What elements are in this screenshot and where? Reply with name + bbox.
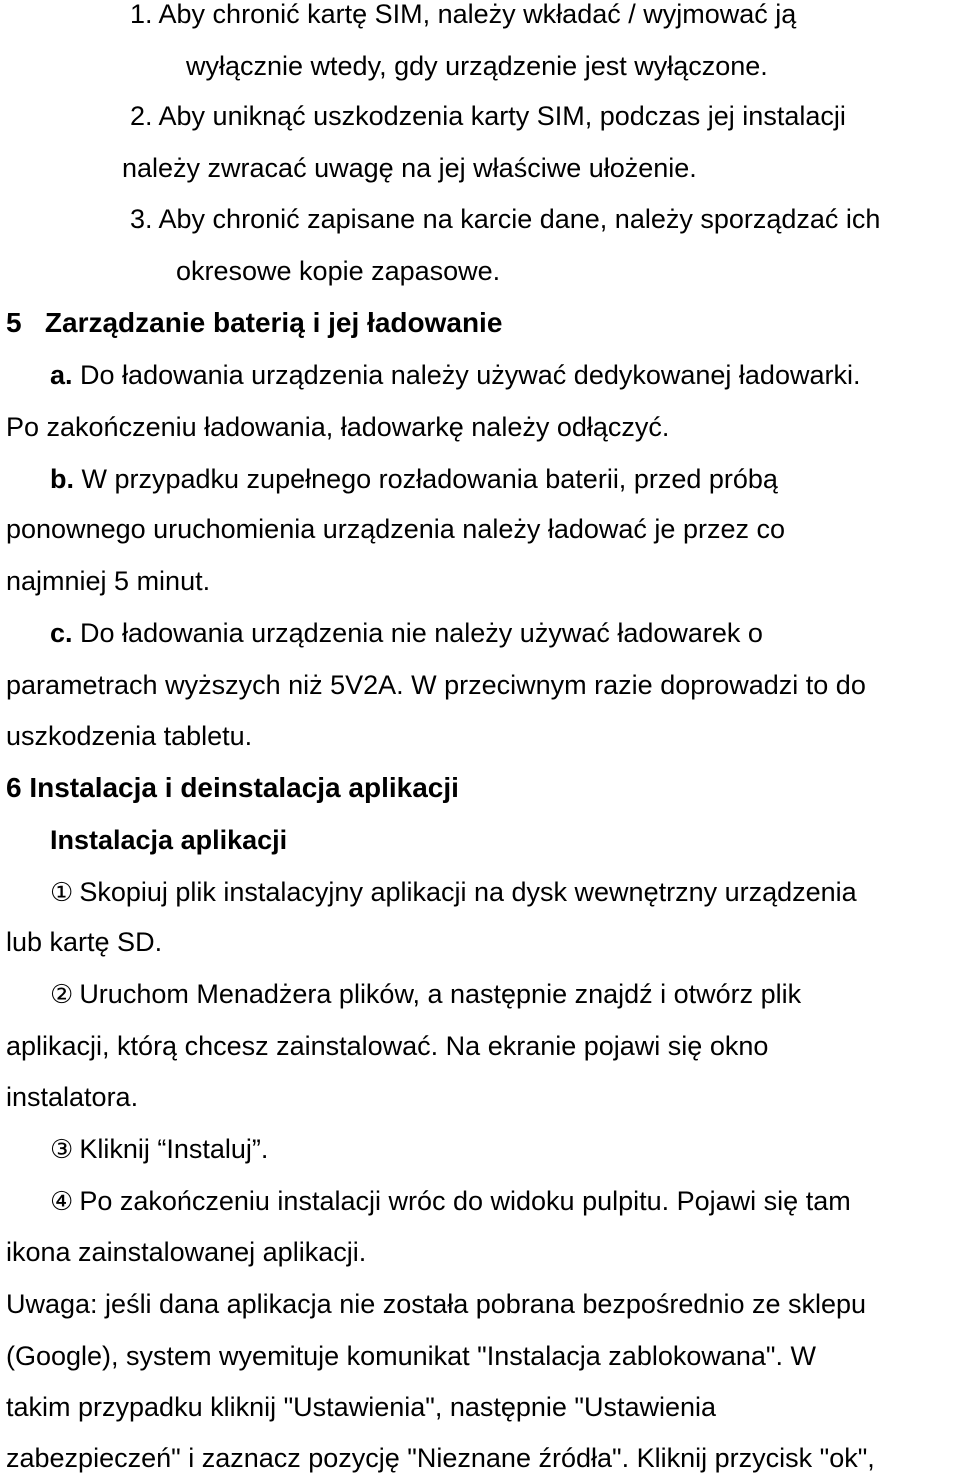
install-step-4-text: Po zakończeniu instalacji wróc do widoku pulpitu. Pojawi się tam	[79, 1186, 851, 1216]
battery-item-c-line-2: parametrach wyższych niż 5V2A. W przeciwnym razie doprowadzi to do	[6, 670, 866, 700]
install-step-4-line-2: ikona zainstalowanej aplikacji.	[6, 1237, 367, 1267]
step-2-circled-number: ②	[50, 980, 74, 1010]
note-line-4: zabezpieczeń" i zaznacz pozycję "Nieznane źródła". Kliknij przycisk "ok",	[6, 1443, 875, 1473]
install-step-2-line-3: instalatora.	[6, 1082, 139, 1112]
battery-item-a-text: Do ładowania urządzenia należy używać dedykowanej ładowarki.	[72, 360, 861, 390]
sim-item-1-line-1: 1. Aby chronić kartę SIM, należy wkładać / wyjmować ją	[130, 0, 797, 29]
install-step-1-line-1	[50, 866, 857, 918]
install-step-3-text: Kliknij “Instaluj”.	[79, 1134, 269, 1164]
install-step-2-line-1	[50, 968, 801, 1020]
sim-item-1-line-2: wyłącznie wtedy, gdy urządzenie jest wyłączone.	[186, 51, 768, 81]
battery-item-a-line-2: Po zakończeniu ładowania, ładowarkę należy odłączyć.	[6, 412, 670, 442]
battery-item-b-text: W przypadku zupełnego rozładowania baterii, przed próbą	[74, 464, 778, 494]
battery-item-c-line-3: uszkodzenia tabletu.	[6, 721, 253, 751]
step-4-circled-number: ④	[50, 1187, 74, 1217]
note-line-3: takim przypadku kliknij "Ustawienia", następnie "Ustawienia	[6, 1392, 717, 1422]
battery-item-b-line-3: najmniej 5 minut.	[6, 566, 211, 596]
battery-item-a-line-1	[50, 349, 860, 401]
sim-item-3-line-2: okresowe kopie zapasowe.	[176, 256, 501, 286]
battery-item-c-text: Do ładowania urządzenia nie należy używać ładowarek o	[72, 618, 763, 648]
install-subheading: Instalacja aplikacji	[50, 825, 288, 855]
install-step-1-text: Skopiuj plik instalacyjny aplikacji na dysk wewnętrzny urządzenia	[79, 877, 857, 907]
install-step-3-line-1	[50, 1123, 268, 1175]
battery-item-b-line-2: ponownego uruchomienia urządzenia należy ładować je przez co	[6, 514, 785, 544]
step-3-circled-number: ③	[50, 1135, 74, 1165]
sim-item-2-line-2: należy zwracać uwagę na jej właściwe ułożenie.	[122, 153, 697, 183]
battery-item-a-marker: a.	[50, 360, 73, 390]
battery-item-c-line-1	[50, 607, 763, 659]
install-step-2-line-2: aplikacji, którą chcesz zainstalować. Na ekranie pojawi się okno	[6, 1031, 769, 1061]
section-5-heading: 5 Zarządzanie baterią i jej ładowanie	[6, 307, 503, 338]
note-line-1: Uwaga: jeśli dana aplikacja nie została pobrana bezpośrednio ze sklepu	[6, 1289, 867, 1319]
install-step-2-text: Uruchom Menadżera plików, a następnie znajdź i otwórz plik	[79, 979, 802, 1009]
note-line-2: (Google), system wyemituje komunikat "Instalacja zablokowana". W	[6, 1341, 816, 1371]
step-1-circled-number: ①	[50, 878, 74, 908]
battery-item-b-line-1	[50, 453, 778, 505]
battery-item-b-marker: b.	[50, 464, 74, 494]
sim-item-2-line-1: 2. Aby uniknąć uszkodzenia karty SIM, podczas jej instalacji	[130, 101, 846, 131]
install-step-4-line-1	[50, 1175, 851, 1227]
install-step-1-line-2: lub kartę SD.	[6, 927, 163, 957]
sim-item-3-line-1: 3. Aby chronić zapisane na karcie dane, należy sporządzać ich	[130, 204, 881, 234]
section-6-heading: 6 Instalacja i deinstalacja aplikacji	[6, 772, 459, 803]
battery-item-c-marker: c.	[50, 618, 73, 648]
